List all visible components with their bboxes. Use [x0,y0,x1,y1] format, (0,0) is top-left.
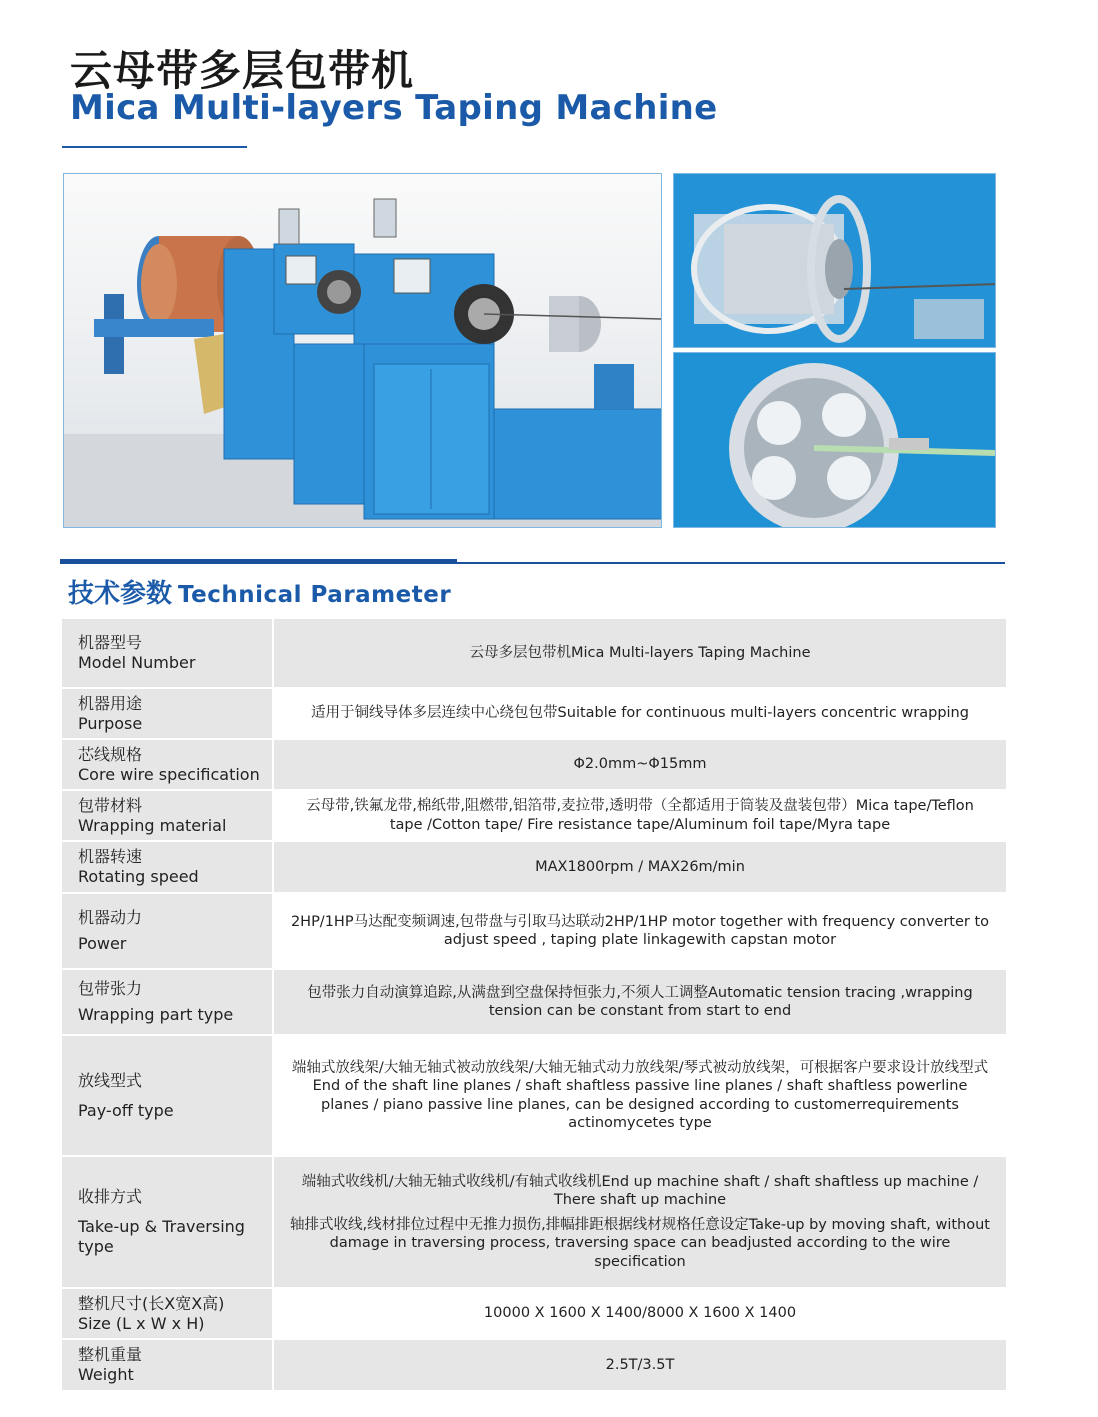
row-value [274,894,1006,970]
row-label [62,894,274,970]
label-en: Wrapping material [78,815,227,835]
row-label [62,1036,274,1157]
label-cn: 包带张力 [78,979,143,998]
taping-head-illustration [674,174,996,348]
label-en: Rotating speed [78,867,199,886]
value-line: 轴排式收线,线材排位过程中无推力损伤,排幅排距根据线材规格任意设定 [290,1216,749,1233]
label-en: Model Number [78,653,196,672]
row-value [274,689,1006,740]
label-en: Purpose [78,713,143,733]
value-line: 10000 X 1600 X 1400/8000 X 1600 X 1400 [483,1305,797,1322]
page-title-en: Mica Multi-layers Taping Machine [70,88,718,128]
label-cn: 芯线规格 [78,744,143,764]
value-line: 2HP/1HP马达配变频调速,包带盘与引取马达联动 [290,913,605,930]
label-cn: 包带材料 [78,795,143,815]
row-value [274,1340,1006,1392]
row-value [274,970,1006,1036]
row-label [62,1289,274,1340]
value-line: 包带张力自动演算追踪,从满盘到空盘保持恒张力,不须人工调整 [307,984,708,1001]
label-cn: 整机重量 [78,1345,143,1364]
section-divider-thin [457,562,1005,564]
value-line: Mica Multi-layers Taping Machine [571,644,811,661]
table-row-core-wire [62,740,1006,791]
value-line: 端轴式放线架/大轴无轴式被动放线架/大轴无轴式动力放线架/琴式被动放线架， [291,1059,800,1076]
row-value [274,740,1006,791]
label-en: Size (L x W x H) [78,1313,205,1333]
table-row-payoff [62,1036,1006,1157]
parameter-table [62,619,1006,1392]
row-label [62,842,274,894]
table-row-wrapping-material [62,791,1006,842]
row-label [62,740,274,791]
table-row-weight [62,1340,1006,1392]
row-label [62,1340,274,1392]
table-row-size [62,1289,1006,1340]
value-line: with capstan motor [695,932,837,948]
value-line: 2.5T/3.5T [605,1356,675,1373]
section-title-en: Technical Parameter [178,582,452,608]
value-line: MAX1800rpm / MAX26m/min [535,858,745,875]
label-cn: 收排方式 [78,1187,143,1206]
table-row-rotating-speed [62,842,1006,894]
label-cn: 机器转速 [78,847,143,866]
row-value [274,1289,1006,1340]
value-line: 适用于铜线导体多层连续中心绕包包带 [311,705,558,722]
value-line: 端轴式收线机/大轴无轴式收线机/有轴式收线机 [301,1173,602,1190]
label-cn: 机器型号 [78,633,143,652]
value-line: 可根据客户要求设计放线型式 [799,1059,989,1076]
value-line: Suitable for continuous multi-layers concentric wrapping [557,705,969,722]
value-line: Automatic tension tracing ,wrapping tension can be constant from start to end [488,984,973,1019]
table-row-tension [62,970,1006,1036]
value-line: 云母多层包带机 [469,644,571,661]
row-value [274,842,1006,894]
taping-head-photo-top [673,173,996,348]
row-label [62,619,274,689]
title-underline [62,146,247,148]
row-value [274,619,1006,689]
table-row-power [62,894,1006,970]
section-divider-bold [60,559,457,564]
section-title [68,573,451,610]
value-line: adjusted according to the wire specification [594,1235,951,1270]
value-line: Φ2.0mm~Φ15mm [573,756,707,773]
value-line: line planes / piano passive line planes, can be designed according to customer [321,1078,968,1113]
taping-head-photo-bottom [673,352,996,528]
label-cn: 机器用途 [78,693,143,713]
row-label [62,1157,274,1289]
row-label [62,970,274,1036]
label-cn: 放线型式 [78,1070,143,1090]
value-line: 云母带,铁氟龙带,棉纸带,阻燃带,铝箔带,麦拉带,透明带（全都适用于筒装及盘装包带） [306,798,856,814]
label-en: Weight [78,1365,134,1384]
section-title-cn: 技术参数 [68,579,173,609]
row-value [274,1157,1006,1289]
label-en: Pay-off type [78,1100,174,1120]
row-label [62,689,274,740]
value-line: End up machine shaft / shaft shaftless up machine / There shaft up machine [553,1173,979,1209]
table-row-purpose [62,689,1006,740]
row-value [274,791,1006,842]
row-label [62,791,274,842]
value-line: 2HP/1HP motor together with frequency converter to adjust speed , taping plate linkage [443,913,990,948]
machine-photo-main [63,173,662,528]
table-row-model [62,619,1006,689]
row-value [274,1036,1006,1157]
label-cn: 机器动力 [78,908,143,927]
label-en: Take-up & Traversing type [78,1217,245,1256]
taping-plate-illustration [674,353,996,528]
value-line: requirements actinomycetes type [568,1096,959,1131]
machine-illustration [64,174,662,528]
page-title-cn: 云母带多层包带机 [70,46,415,95]
value-line: Mica tape/Teflon tape /Cotton tape/ Fire resistance tape/Aluminum foil tape/Myra tape [389,798,974,833]
label-en: Wrapping part type [78,1005,234,1024]
table-row-takeup [62,1157,1006,1289]
label-cn: 整机尺寸(长X宽X高) [78,1293,225,1313]
label-en: Core wire specification [78,764,260,784]
label-en: Power [78,934,127,953]
value-line: End of the shaft line planes / shaft shaftless passive line planes / shaft shaftless power [312,1078,942,1094]
value-line: Take-up by moving shaft, without damage in traversing process, traversing space can be [329,1216,990,1252]
